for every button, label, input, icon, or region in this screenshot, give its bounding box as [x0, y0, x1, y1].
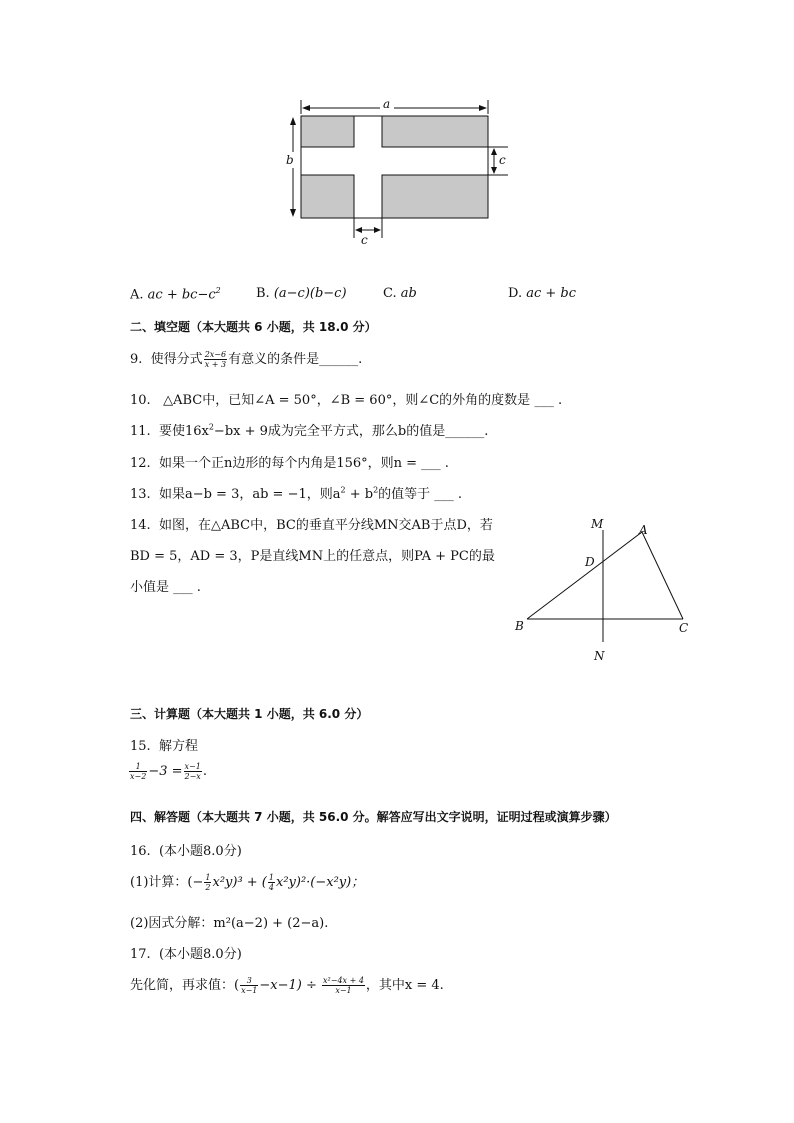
question-9: 9. 使得分式 $\frac{2x-6}{x + 3}$ 有意义的条件是______.	[130, 350, 363, 369]
label-b-vertex: B	[515, 619, 524, 633]
question-17-expression: 先化简，再求值：( $\frac{3}{x-1}$ −x−1) ÷ $\frac{\text{x²−4x + 4}}{x-1}$ ，其中x = 4.	[130, 976, 444, 995]
question-11: 11. 要使$16x^2-bx + 9$成为完全平方式，那么b的值是______.	[130, 422, 489, 439]
q17-fraction-1: $\frac{3}{x-1}$	[241, 976, 258, 995]
q17-fraction-2: $\frac{\text{x²−4x + 4}}{x-1}$	[323, 976, 364, 995]
label-c-bottom: c	[361, 233, 368, 247]
option-a: A. ac + $bc-c^2$	[130, 286, 221, 303]
q15-fraction-1: $\frac{1}{x-2}$	[130, 762, 147, 781]
label-c-vertex: C	[679, 621, 689, 635]
shaded-block-bottom-left	[301, 175, 354, 218]
question-16-part-2: (2)因式分解：m²(a−2) + (2−a).	[130, 916, 329, 931]
option-b: B. (a−c)(b−c)	[256, 286, 347, 301]
rectangle-diagram	[280, 92, 520, 252]
section-4-title: 四、解答题（本大题共 7 小题，共 56.0 分。解答应写出文字说明，证明过程或演算步骤）	[130, 810, 617, 824]
question-15-equation: $\frac{1}{x-2}$ −3 = $\frac{x-1}{2-x}$ .	[130, 762, 207, 781]
question-12: 12. 如果一个正n边形的每个内角是156°，则n = ___ .	[130, 456, 449, 471]
triangle-diagram	[505, 512, 705, 672]
label-m: M	[591, 517, 604, 531]
question-14-line-3: 小值是 ___ .	[130, 580, 201, 595]
question-14-line-2: BD = 5，AD = 3，P是直线MN上的任意点，则PA + PC的最	[130, 549, 495, 564]
label-d: D	[585, 555, 595, 569]
option-c: C. ab	[383, 286, 417, 301]
question-17: 17. (本小题8.0分)	[130, 947, 242, 962]
question-15: 15. 解方程	[130, 739, 198, 754]
shaded-block-top-right	[382, 116, 488, 147]
segment-ac	[642, 532, 683, 619]
section-2-title: 二、填空题（本大题共 6 小题，共 18.0 分）	[130, 320, 377, 334]
question-13: 13. 如果a−b = 3，ab = −1，则$a^2 + b^2$的值等于 ___ .	[130, 485, 463, 502]
label-a: a	[383, 97, 391, 111]
section-3-title: 三、计算题（本大题共 1 小题，共 6.0 分）	[130, 707, 369, 721]
q16-fraction-2: $\frac{1}{4}$	[268, 873, 274, 892]
label-n: N	[594, 649, 605, 663]
question-16: 16. (本小题8.0分)	[130, 844, 242, 859]
option-d: D. ac + bc	[508, 286, 577, 301]
shaded-block-bottom-right	[382, 175, 488, 218]
label-c-right: c	[499, 153, 506, 167]
question-16-part-1: (1)计算：(− $\frac{1}{2}$ x²y)³ + ( $\frac{1}{4}$ x²y)²·(−x²y)；	[130, 873, 365, 892]
question-14-line-1: 14. 如图，在△ABC中，BC的垂直平分线MN交AB于点D，若	[130, 518, 493, 533]
q15-fraction-2: $\frac{x-1}{2-x}$	[184, 762, 201, 781]
q16-fraction-1: $\frac{1}{2}$	[205, 873, 211, 892]
label-a-vertex: A	[639, 523, 648, 537]
q9-fraction: $\frac{2x-6}{x + 3}$	[204, 350, 227, 369]
label-b: b	[286, 153, 294, 167]
question-10: 10. △ABC中，已知∠A = 50°，∠B = 60°，则∠C的外角的度数是 ___ .	[130, 393, 563, 408]
shaded-block-top-left	[301, 116, 354, 147]
segment-ba	[527, 532, 642, 619]
